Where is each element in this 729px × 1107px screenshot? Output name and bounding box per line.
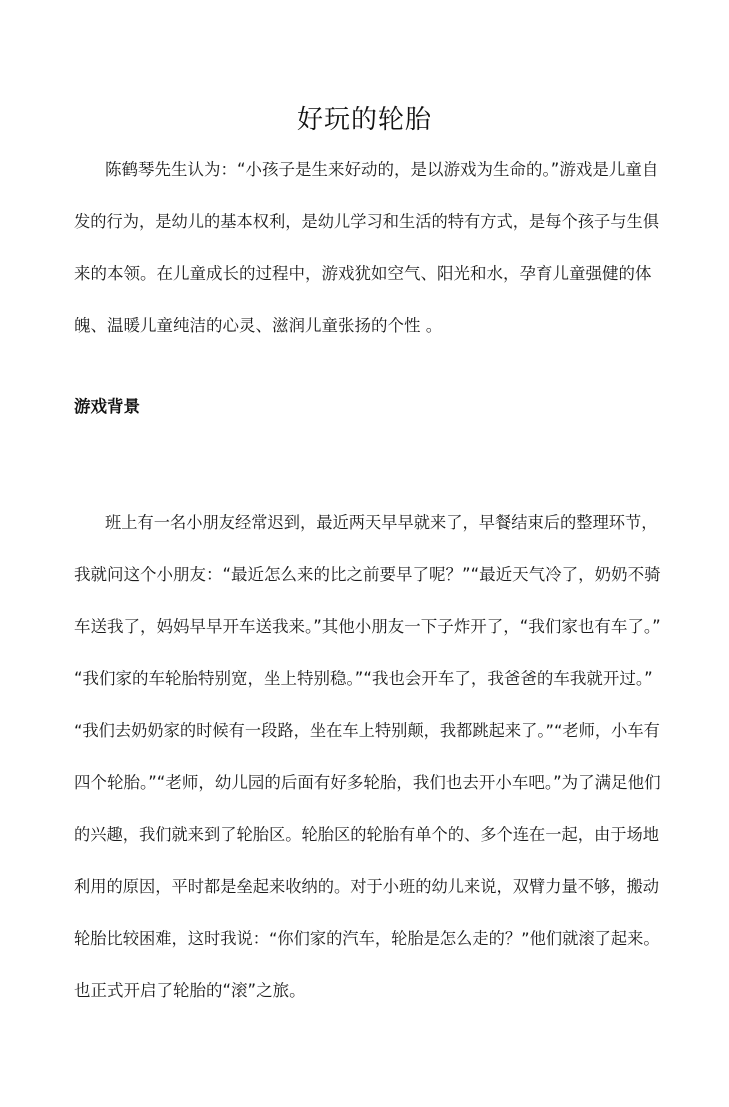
intro-paragraph-line: 发的行为，是幼儿的基本权利，是幼儿学习和生活的特有方式，是每个孩子与生俱 xyxy=(74,212,659,231)
intro-paragraph-line: 陈鹤琴先生认为：“小孩子是生来好动的，是以游戏为生命的。”游戏是儿童自 xyxy=(105,160,659,179)
body-paragraph-line: 车送我了，妈妈早早开车送我来。”其他小朋友一下子炸开了，“我们家也有车了。” xyxy=(74,617,661,636)
body-paragraph-line: 班上有一名小朋友经常迟到，最近两天早早就来了，早餐结束后的整理环节， xyxy=(105,513,658,532)
body-paragraph-line: “我们去奶奶家的时候有一段路，坐在车上特别颠，我都跳起来了。”“老师，小车有 xyxy=(74,721,660,740)
body-paragraph-line: 我就问这个小朋友：“最近怎么来的比之前要早了呢？”“最近天气冷了，奶奶不骑 xyxy=(74,565,661,584)
body-paragraph-line: “我们家的车轮胎特别宽，坐上特别稳。”“我也会开车了，我爸爸的车我就开过。” xyxy=(74,669,653,688)
body-paragraph-line: 的兴趣，我们就来到了轮胎区。轮胎区的轮胎有单个的、多个连在一起，由于场地 xyxy=(74,825,659,844)
body-paragraph-line: 也正式开启了轮胎的“滚”之旅。 xyxy=(74,981,306,1000)
document-title: 好玩的轮胎 xyxy=(296,105,432,135)
body-paragraph-line: 四个轮胎。”“老师，幼儿园的后面有好多轮胎，我们也去开小车吧。”为了满足他们 xyxy=(74,773,661,792)
body-paragraph-line: 轮胎比较困难，这时我说：“你们家的汽车，轮胎是怎么走的？”他们就滚了起来。 xyxy=(74,929,660,948)
body-paragraph-line: 利用的原因，平时都是垒起来收纳的。对于小班的幼儿来说，双臂力量不够，搬动 xyxy=(74,877,659,896)
section-heading: 游戏背景 xyxy=(74,397,140,416)
intro-paragraph-line: 魄、温暖儿童纯洁的心灵、滋润儿童张扬的个性 。 xyxy=(74,316,443,335)
intro-paragraph-line: 来的本领。在儿童成长的过程中，游戏犹如空气、阳光和水，孕育儿童强健的体 xyxy=(74,264,652,283)
